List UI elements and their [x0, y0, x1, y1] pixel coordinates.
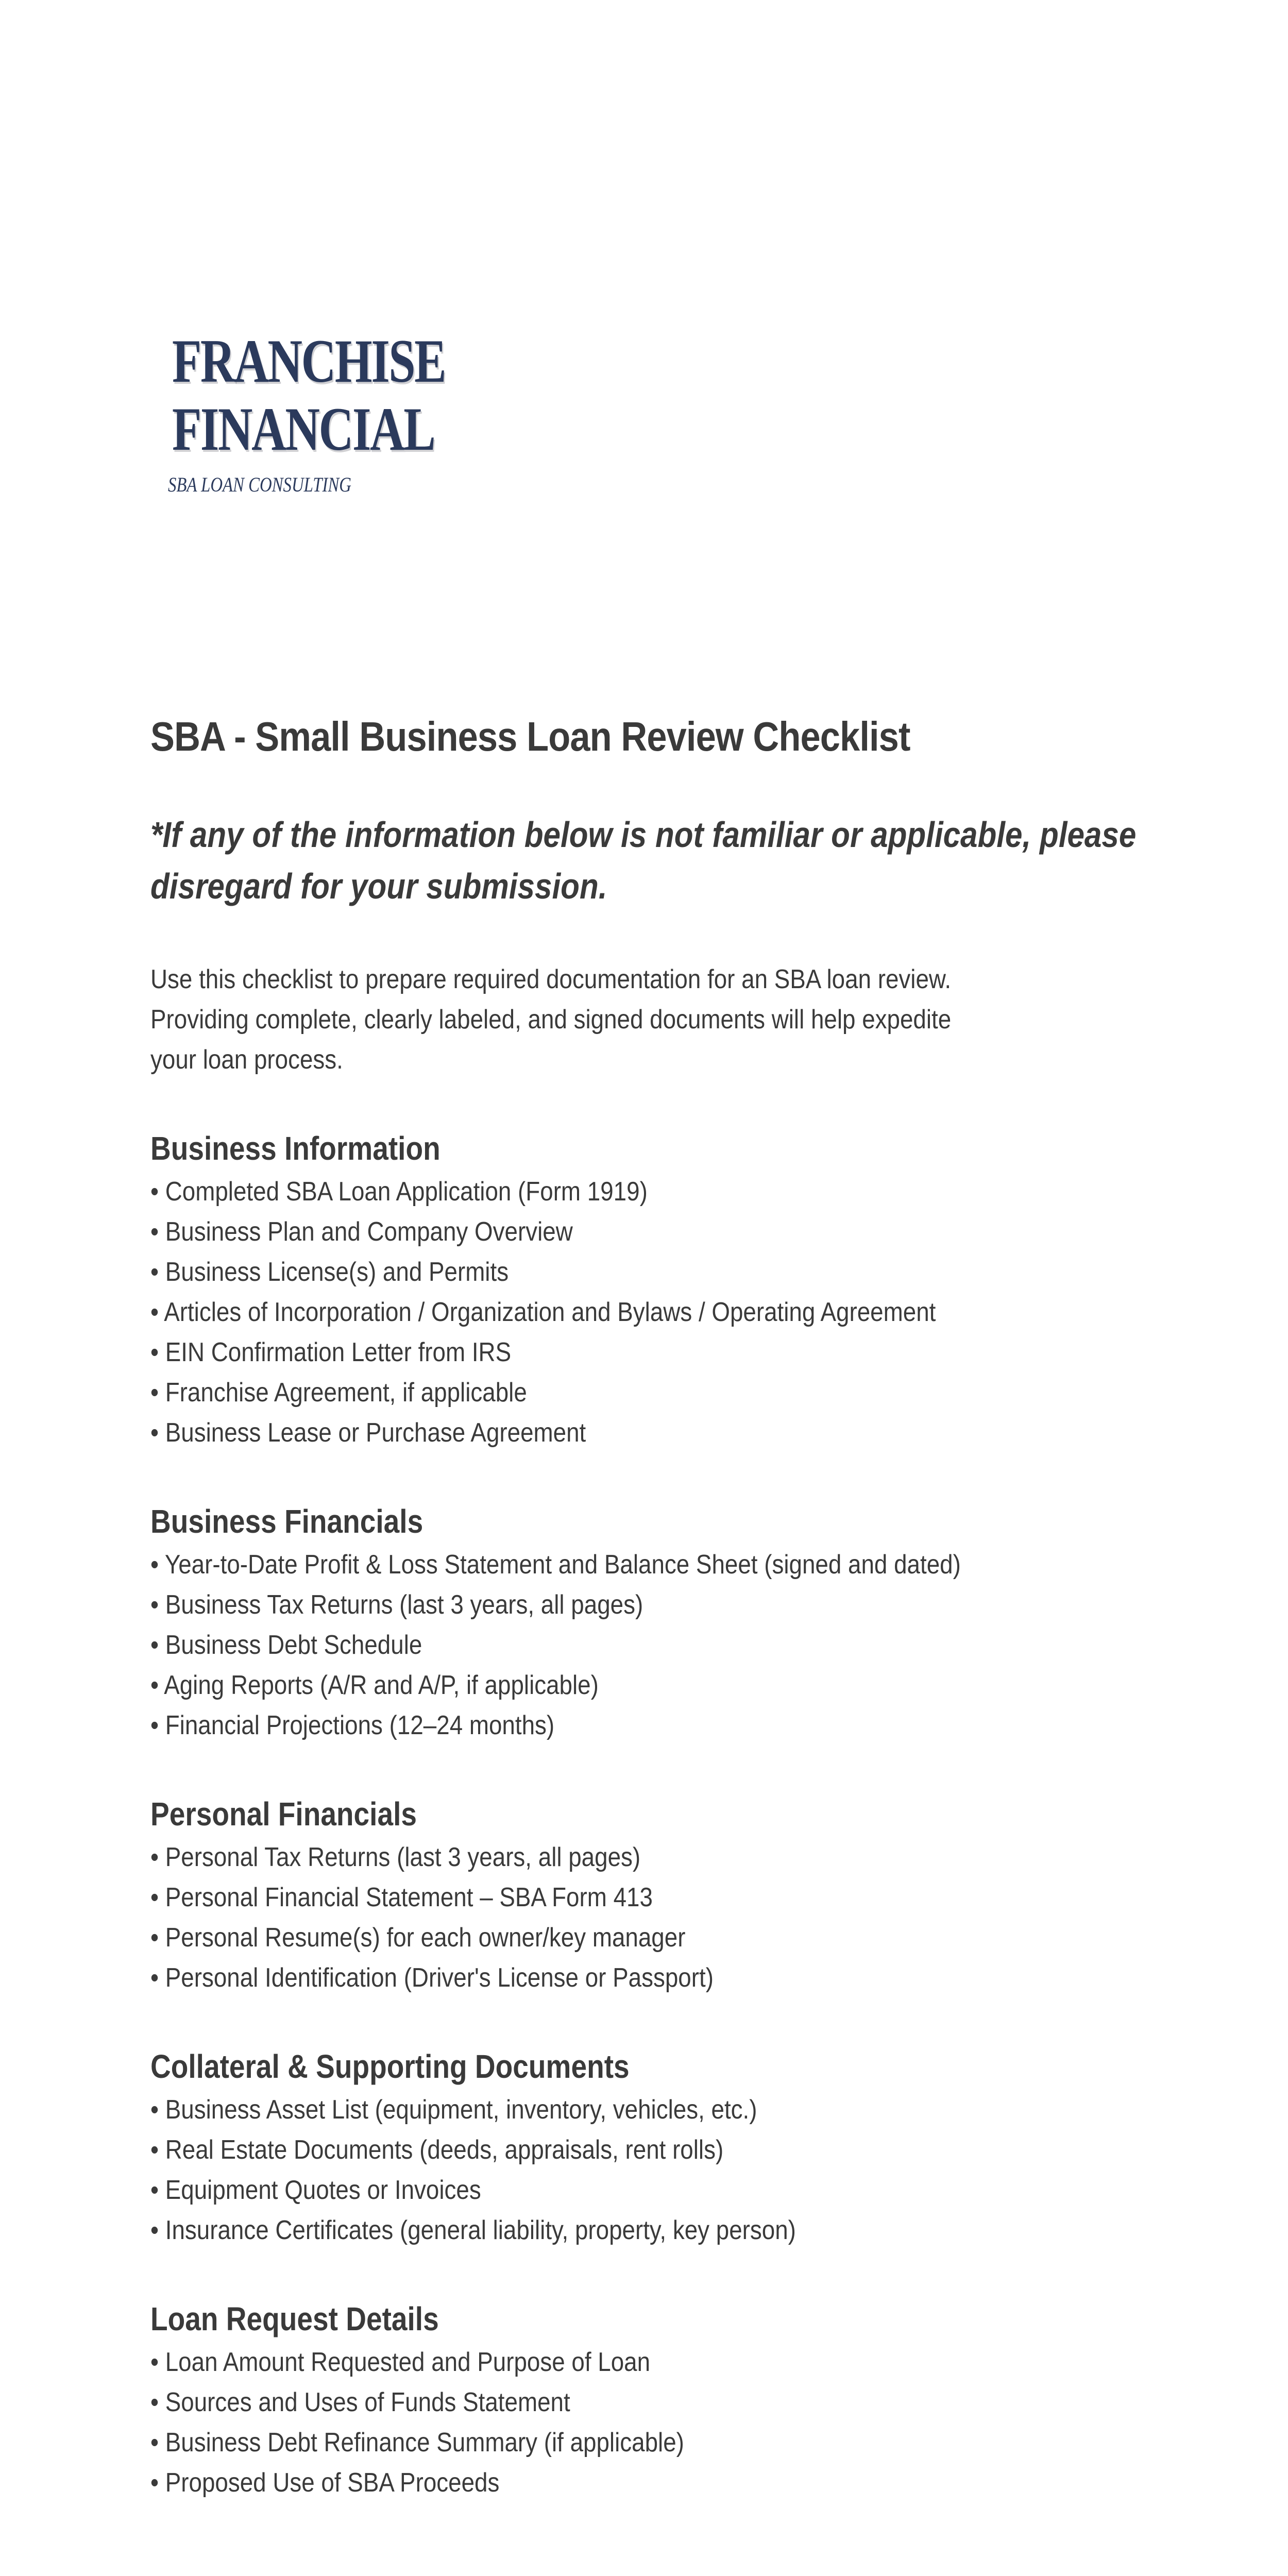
page-title: SBA - Small Business Loan Review Checklist: [150, 714, 910, 759]
list-item: • Business Tax Returns (last 3 years, all pages): [150, 1590, 643, 1620]
list-item: • Business Lease or Purchase Agreement: [150, 1418, 586, 1448]
list-item: • Business Plan and Company Overview: [150, 1217, 573, 1247]
franchise-financial-logo: [149, 327, 446, 500]
list-item: • Equipment Quotes or Invoices: [150, 2175, 481, 2205]
list-item: • Insurance Certificates (general liability, property, key person): [150, 2215, 796, 2245]
list-item: • EIN Confirmation Letter from IRS: [150, 1337, 512, 1367]
section-business-financials: [150, 1498, 1181, 1745]
list-item: • Business Debt Schedule: [150, 1630, 422, 1660]
list-item: • Business Debt Refinance Summary (if applicable): [150, 2428, 684, 2458]
section-title: Business Information: [150, 1130, 440, 1167]
section-personal-financials: [150, 1791, 1181, 1998]
list-item: • Year-to-Date Profit & Loss Statement and Balance Sheet (signed and dated): [150, 1550, 961, 1580]
section-collateral-supporting-documents: [150, 2043, 1181, 2250]
checklist-content: [150, 711, 1181, 2576]
intro-paragraph: Use this checklist to prepare required documentation for an SBA loan review. Providing complete, clearly labeled, and signed documents will help expedite your loan process.: [150, 964, 952, 1075]
list-item: • Personal Resume(s) for each owner/key manager: [150, 1923, 686, 1953]
list-item: • Personal Identification (Driver's License or Passport): [150, 1963, 714, 1993]
list-item: • Sources and Uses of Funds Statement: [150, 2387, 570, 2417]
list-item: • Business License(s) and Permits: [150, 1257, 509, 1287]
list-item: • Franchise Agreement, if applicable: [150, 1378, 527, 1408]
list-item: • Completed SBA Loan Application (Form 1919): [150, 1177, 648, 1207]
list-item: • Business Asset List (equipment, inventory, vehicles, etc.): [150, 2095, 757, 2125]
disclaimer-note: *If any of the information below is not familiar or applicable, please disregard for your submission.: [150, 815, 1137, 906]
list-item: • Proposed Use of SBA Proceeds: [150, 2468, 500, 2498]
logo-line-1: FRANCHISE: [172, 327, 446, 395]
logo-tagline: SBA LOAN CONSULTING: [168, 473, 351, 496]
list-item: • Loan Amount Requested and Purpose of Loan: [150, 2347, 651, 2377]
list-item: • Aging Reports (A/R and A/P, if applicable): [150, 1670, 599, 1700]
list-item: • Personal Tax Returns (last 3 years, all pages): [150, 1842, 641, 1872]
section-title: Collateral & Supporting Documents: [150, 2048, 630, 2085]
section-business-information: [150, 1125, 1181, 1453]
list-item: • Personal Financial Statement – SBA Form 413: [150, 1883, 653, 1912]
list-item: • Financial Projections (12–24 months): [150, 1710, 555, 1740]
logo-line-2: FINANCIAL: [172, 395, 435, 463]
section-loan-request-details: [150, 2296, 1181, 2503]
list-item: • Articles of Incorporation / Organization and Bylaws / Operating Agreement: [150, 1297, 936, 1327]
section-title: Business Financials: [150, 1503, 423, 1540]
list-item: • Real Estate Documents (deeds, appraisals, rent rolls): [150, 2135, 724, 2165]
section-title: Loan Request Details: [150, 2300, 439, 2337]
section-title: Personal Financials: [150, 1795, 417, 1833]
